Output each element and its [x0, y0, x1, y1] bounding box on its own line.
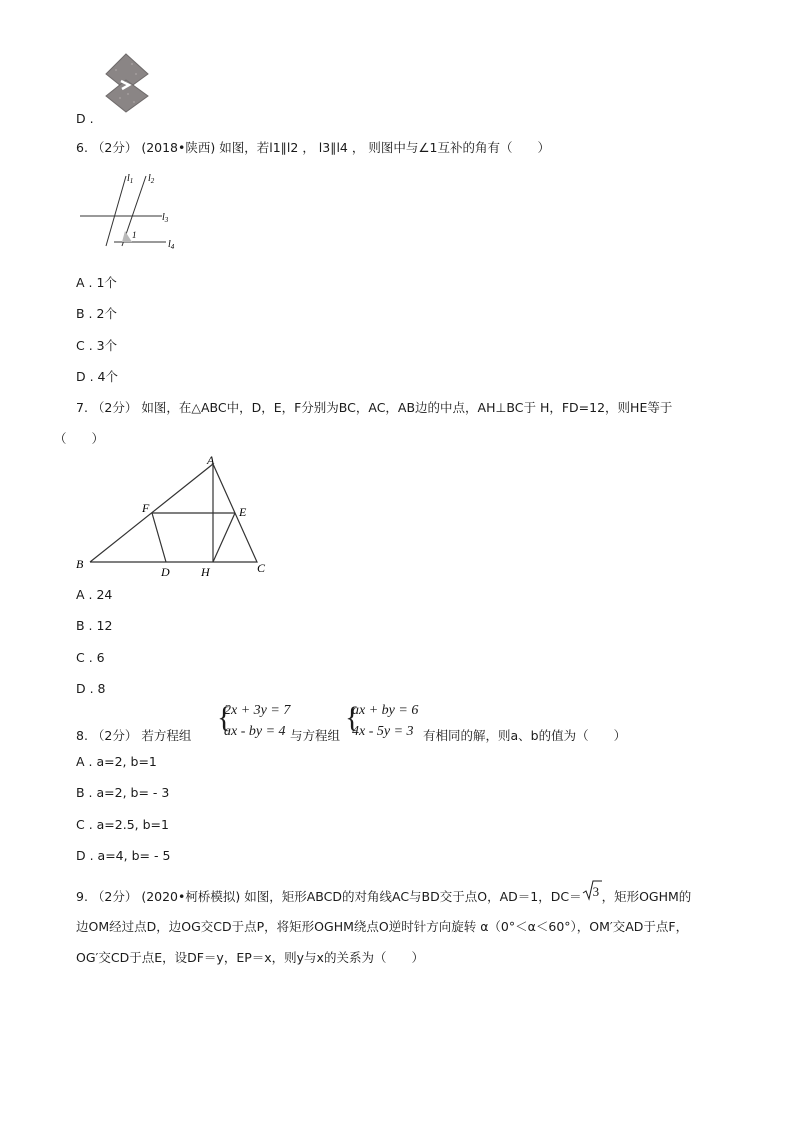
q7-option-d[interactable]: D . 8: [76, 681, 106, 696]
q8-option-c[interactable]: C . a=2.5, b=1: [76, 817, 169, 832]
q6-label-l1: $l_1$: [127, 173, 134, 185]
q8-system-1-eq2: ax - by = 4: [224, 724, 286, 739]
q8-question-prefix: 8. （2分） 若方程组: [76, 728, 192, 743]
q8-system-1: [217, 700, 291, 742]
q9-line1-start: 9. （2分） (2020•柯桥模拟) 如图，矩形ABCD的对角线AC与BD交于点O，AD＝1，DC＝: [76, 889, 582, 904]
q7-question-text: 7. （2分） 如图，在△ABC中，D，E，F分别为BC，AC，AB边的中点，AH⊥BC于 H，FD=12，则HE等于: [76, 400, 673, 415]
q7-label-e: E: [239, 505, 247, 519]
q7-question-blank: （ ）: [54, 431, 105, 446]
q7-label-b: B: [76, 557, 84, 571]
q7-label-f: F: [142, 501, 150, 515]
q8-system-1-brace: {: [217, 701, 232, 734]
q8-system-2-eq2: 4x - 5y = 3: [352, 724, 414, 739]
q7-label-h: H: [201, 565, 210, 579]
option-d-figure: [102, 52, 152, 114]
q7-option-a[interactable]: A . 24: [76, 587, 113, 602]
q8-question-middle: 与方程组: [290, 728, 341, 743]
q6-label-l4: $l_4$: [168, 239, 175, 251]
q8-option-a[interactable]: A . a=2, b=1: [76, 754, 157, 769]
q6-option-b[interactable]: B . 2个: [76, 306, 117, 321]
q6-angle-label: 1: [132, 230, 137, 240]
q8-system-2-eq1: ax + by = 6: [352, 703, 419, 718]
q8-option-d[interactable]: D . a=4, b= - 5: [76, 848, 171, 863]
q8-option-b[interactable]: B . a=2, b= - 3: [76, 785, 170, 800]
q6-parallel-lines-figure: [78, 168, 178, 252]
q9-question-line2: 边OM经过点D，边OG交CD于点P，将矩形OGHM绕点O逆时针方向旋转 α（0°＜α＜60°），OM′交AD于点F，: [76, 919, 689, 934]
q6-option-d[interactable]: D . 4个: [76, 369, 118, 384]
q6-label-l3: $l_3$: [162, 212, 169, 224]
q9-question-line1: [76, 886, 691, 905]
q8-system-2: [345, 700, 423, 742]
option-d-label: D .: [76, 111, 94, 126]
q7-option-b[interactable]: B . 12: [76, 618, 113, 633]
q6-label-l2: $l_2$: [148, 173, 155, 185]
q7-option-c[interactable]: C . 6: [76, 650, 105, 665]
q8-system-2-brace: {: [345, 701, 360, 734]
q6-option-a[interactable]: A . 1个: [76, 275, 117, 290]
q9-question-line3: OG′交CD于点E，设DF＝y，EP＝x，则y与x的关系为（ ）: [76, 950, 424, 965]
q9-line1-end: ，矩形OGHM的: [601, 889, 692, 904]
q7-label-d: D: [161, 565, 170, 579]
q7-label-c: C: [257, 561, 266, 575]
q8-question-suffix: 有相同的解，则a、b的值为（ ）: [423, 728, 627, 743]
q7-triangle-figure: [70, 450, 280, 582]
q7-label-a: A: [207, 453, 215, 467]
q9-sqrt: 3: [582, 886, 602, 902]
q8-system-1-eq1: 2x + 3y = 7: [224, 703, 291, 718]
q6-question-text: 6. （2分） (2018•陕西) 如图，若l1∥l2 ， l3∥l4 ， 则图中与∠1互补的角有（ ）: [76, 140, 550, 155]
q6-option-c[interactable]: C . 3个: [76, 338, 118, 353]
